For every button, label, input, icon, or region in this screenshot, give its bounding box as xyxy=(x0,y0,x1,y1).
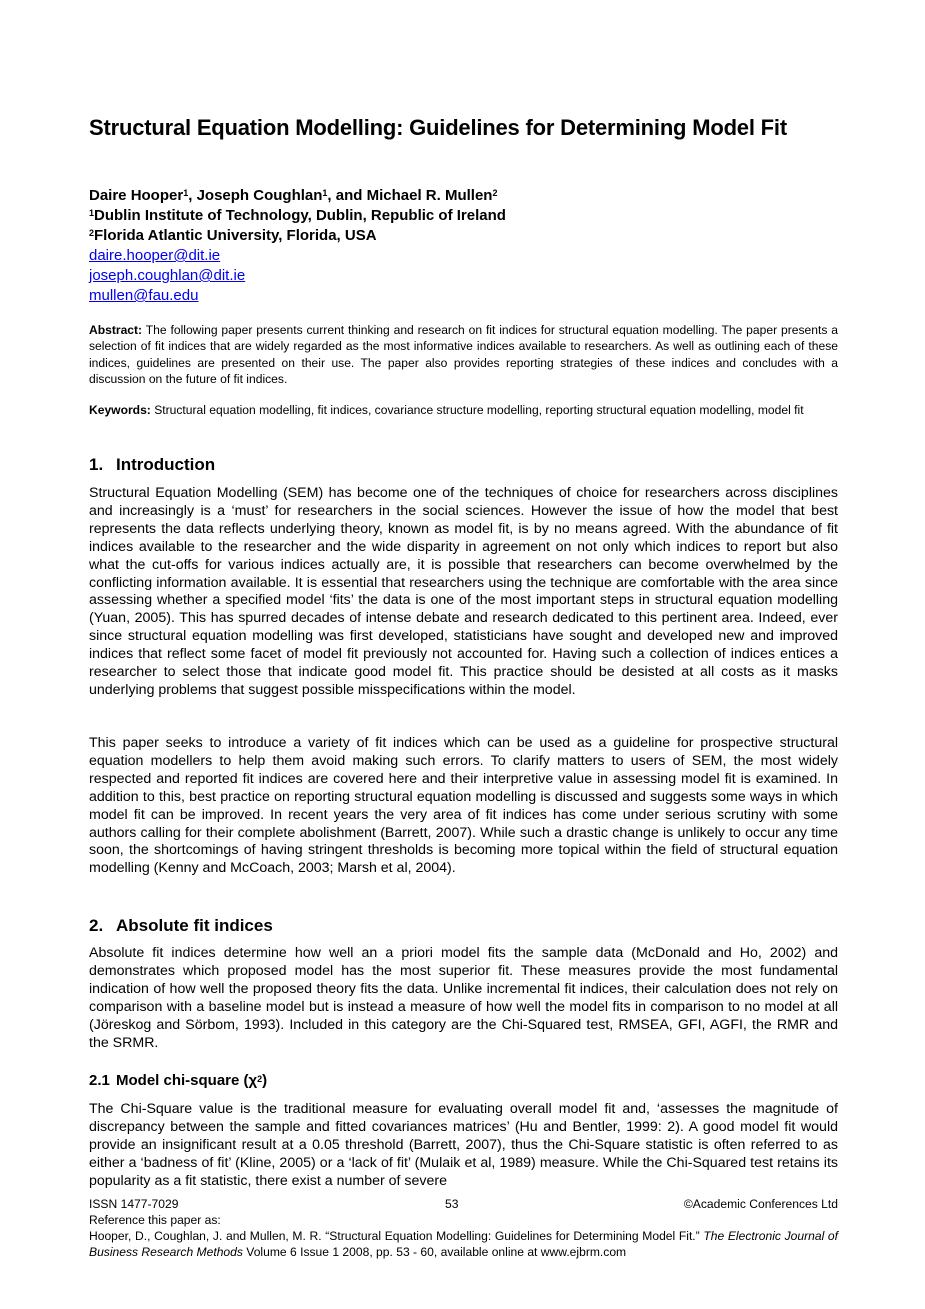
citation-part: Volume 6 Issue 1 2008, pp. 53 - 60, available online at www.ejbrm.com xyxy=(242,1245,627,1260)
keywords-text: Structural equation modelling, fit indices, covariance structure modelling, reporting structural equation modelling, model fit xyxy=(150,403,804,417)
copyright: ©Academic Conferences Ltd xyxy=(683,1197,838,1211)
body-paragraph: Absolute fit indices determine how well an a priori model fits the sample data (McDonald and Ho, 2002) and demonstrates which proposed model has the most superior fit. These measures provide the most fundamental indication of how well the proposed theory fits the data. Unlike incremental fit indices, their calculation does not rely on comparison with a baseline model but is instead a measure of how well the model fits in comparison to no model at all (Jöreskog and Sörbom, 1993). Included in this category are the Chi-Squared test, RMSEA, GFI, AGFI, the RMR and the SRMR. xyxy=(89,945,838,1051)
affiliation-marker: 1 xyxy=(89,208,95,218)
affiliation-marker: 2 xyxy=(89,228,95,238)
author-separator: , xyxy=(188,187,197,204)
email-link-mullen[interactable]: mullen@fau.edu xyxy=(89,287,199,304)
email-link-hooper[interactable]: daire.hooper@dit.ie xyxy=(89,247,221,264)
author-name: Michael R. Mullen xyxy=(366,187,493,204)
author-name: Daire Hooper xyxy=(89,187,184,204)
affiliation xyxy=(89,226,506,246)
section-heading-absolute-fit xyxy=(89,915,273,937)
section-heading-introduction xyxy=(89,454,215,476)
body-paragraph: The Chi-Square value is the traditional measure for evaluating overall model fit and, ‘assesses the magnitude of discrepancy between the sample and fitted covariances matrices’ (Hu and Bentler, 1999: 2). A good model fit would provide an insignificant result at a 0.05 threshold (Barrett, 2007), thus the Chi-Square statistic is often referred to as either a ‘badness of fit’ (Kline, 2005) or a ‘lack of fit’ (Mulaik et al, 1989) measure. While the Chi-Squared test retains its popularity as a fit statistic, there exist a number of severe xyxy=(89,1101,838,1189)
section-number: 2. xyxy=(89,916,104,935)
citation-part: Hooper, D., Coughlan, J. and Mullen, M. R. “Structural Equation Modelling: Guidelines for Determining Model Fit.” xyxy=(89,1229,704,1244)
email-link-coughlan[interactable]: joseph.coughlan@dit.ie xyxy=(89,267,246,284)
citation-block xyxy=(89,1212,838,1261)
author-affiliation-marker: 1 xyxy=(183,188,189,198)
section-number: 2.1 xyxy=(89,1072,110,1089)
citation-label: Reference this paper as: xyxy=(89,1213,221,1227)
author-separator: , and xyxy=(327,187,367,204)
keywords xyxy=(89,402,838,418)
abstract-text: The following paper presents current thinking and research on fit indices for structural equation modelling. The paper presents a selection of fit indices that are widely regarded as the most informative indices available to researchers. As well as outlining each of these indices, guidelines are presented on their use. The paper also provides reporting strategies of these indices and concludes with a discussion on the future of fit indices. xyxy=(89,323,838,386)
body-paragraph: Structural Equation Modelling (SEM) has become one of the techniques of choice for researchers across disciplines and increasingly is a ‘must’ for researchers in the social sciences. However the issue of how the model that best represents the data reflects underlying theory, known as model fit, is by no means agreed. With the abundance of fit indices available to the researcher and the wide disparity in agreement on not only which indices to report but also what the cut-offs for various indices actually are, it is possible that researchers can become overwhelmed by the conflicting information available. It is essential that researchers using the technique are comfortable with the area since assessing whether a specified model ‘fits’ the data is one of the most important steps in structural equation modelling (Yuan, 2005). This has spurred decades of intense debate and research dedicated to this pertinent area. Indeed, ever since structural equation modelling was first developed, statisticians have sought and developed new and improved indices that reflect some facet of model fit previously not accounted for. Having such a collection of indices entices a researcher to select those that indicate good model fit. This practice should be desisted at all costs as it masks underlying problems that suggest possible misspecifications within the model. xyxy=(89,485,838,698)
author-block xyxy=(89,186,506,306)
author-affiliation-marker: 2 xyxy=(492,188,498,198)
section-number: 1. xyxy=(89,455,104,474)
body-paragraph: This paper seeks to introduce a variety of fit indices which can be used as a guideline for prospective structural equation modellers to help them avoid making such errors. To clarify matters to users of SEM, the most widely respected and reported fit indices are covered here and their interpretive value in assessing model fit is examined. In addition to this, best practice on reporting structural equation modelling is discussed and suggests some ways in which model fit can be improved. In recent years the very area of fit indices has come under serious scrutiny with some authors calling for their complete abolishment (Barrett, 2007). While such a drastic change is unlikely to occur any time soon, the shortcomings of having stringent thresholds is becoming more topical within the field of structural equation modelling (Kenny and McCoach, 2003; Marsh et al, 2004). xyxy=(89,735,838,877)
author-affiliation-marker: 1 xyxy=(322,188,328,198)
section-title: Absolute fit indices xyxy=(116,916,273,935)
affiliation xyxy=(89,206,506,226)
abstract xyxy=(89,322,838,387)
superscript: 2 xyxy=(257,1074,263,1084)
affiliation-text: Florida Atlantic University, Florida, USA xyxy=(94,227,377,244)
section-title: Model chi-square (χ xyxy=(116,1072,258,1089)
author-list xyxy=(89,186,506,206)
author-name: Joseph Coughlan xyxy=(196,187,323,204)
subsection-heading-chi-square xyxy=(89,1071,267,1091)
page-number: 53 xyxy=(445,1197,459,1211)
keywords-label: Keywords: xyxy=(89,403,151,417)
abstract-label: Abstract: xyxy=(89,323,143,337)
section-title: Introduction xyxy=(116,455,216,474)
journal-name: The Electronic Journal of Business Research Methods xyxy=(89,1229,838,1260)
citation-text xyxy=(89,1228,838,1260)
section-title-end: ) xyxy=(262,1072,268,1089)
paper-title: Structural Equation Modelling: Guidelines for Determining Model Fit xyxy=(89,115,787,140)
affiliation-text: Dublin Institute of Technology, Dublin, Republic of Ireland xyxy=(94,207,506,224)
issn: ISSN 1477-7029 xyxy=(89,1197,179,1211)
